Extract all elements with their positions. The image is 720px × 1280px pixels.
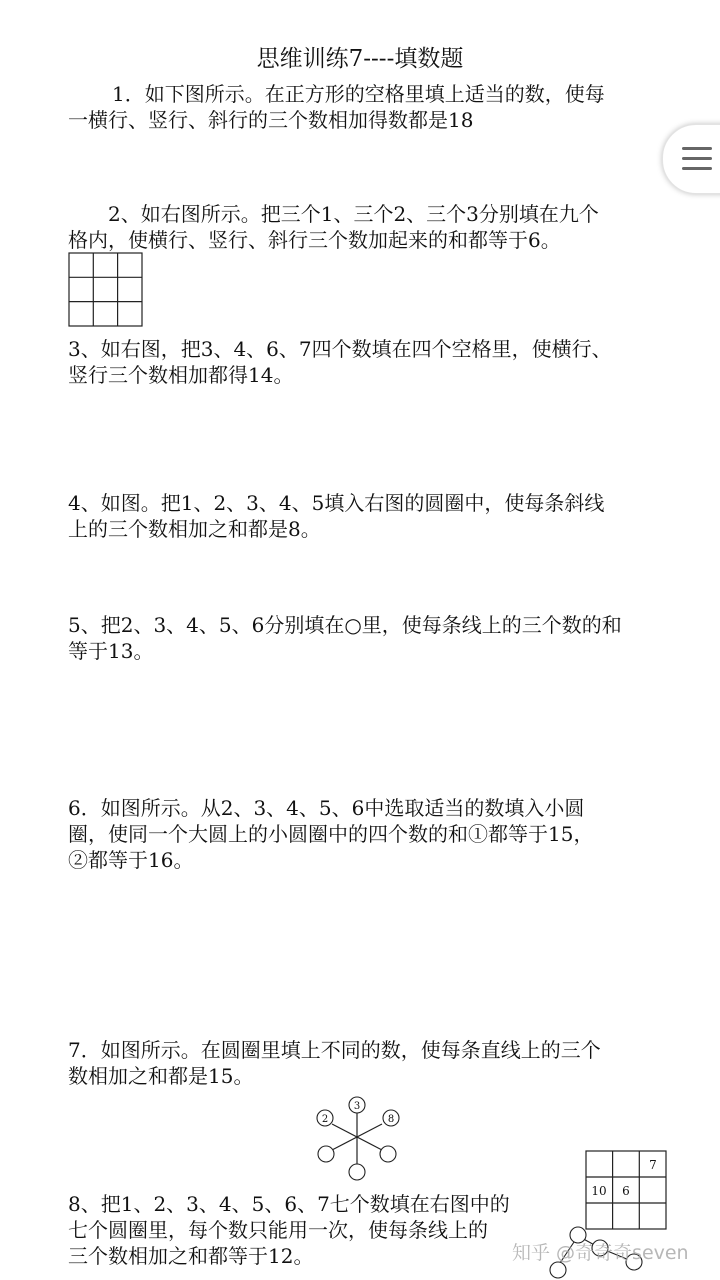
page-title: 思维训练7----填数题 xyxy=(256,46,464,72)
question-3-line-1: 3、如右图，把3、4、6、7四个数填在四个空格里，使横行、 xyxy=(68,337,612,361)
grid-3x3-figure xyxy=(68,252,144,328)
star-circle-label-3: 3 xyxy=(353,1101,361,1112)
question-1 xyxy=(68,81,658,133)
question-2-line-1: 2、如右图所示。把三个1、三个2、三个3分别填在九个 xyxy=(108,202,599,226)
question-8-line-2: 七个圆圈里，每个数只能用一次，使每条线上的 xyxy=(68,1218,488,1242)
star-circle-label-8: 8 xyxy=(387,1114,395,1125)
question-7 xyxy=(68,1037,658,1089)
question-5-line-1: 5、把2、3、4、5、6分别填在○里，使每条线上的三个数的和 xyxy=(68,613,622,637)
star-circle-lower-left xyxy=(318,1146,334,1162)
question-2-line-2: 格内，使横行、竖行、斜行三个数加起来的和都等于6。 xyxy=(68,228,561,252)
question-6 xyxy=(68,795,658,873)
grid-cell-7: 7 xyxy=(649,1158,657,1172)
question-4-line-1: 4、如图。把1、2、3、4、5填入右图的圆圈中，使每条斜线 xyxy=(68,491,605,515)
floating-menu-button[interactable] xyxy=(662,124,720,194)
question-3-line-2: 竖行三个数相加都得14。 xyxy=(68,363,294,387)
hamburger-menu-icon xyxy=(682,147,712,177)
question-4-line-2: 上的三个数相加之和都是8。 xyxy=(68,517,321,541)
star-circle-lower-right xyxy=(380,1146,396,1162)
watermark: 知乎 @奇奇奇seven xyxy=(512,1242,689,1264)
question-8-line-3: 三个数相加之和都等于12。 xyxy=(68,1244,314,1268)
question-1-line-1: 1．如下图所示。在正方形的空格里填上适当的数，使每 xyxy=(112,82,605,106)
question-6-line-1: 6．如图所示。从2、3、4、5、6中选取适当的数填入小圆 xyxy=(68,796,585,820)
question-8-line-1: 8、把1、2、3、4、5、6、7七个数填在右图中的 xyxy=(68,1192,510,1216)
question-6-line-2: 圈，使同一个大圆上的小圆圈中的四个数的和①都等于15， xyxy=(68,822,594,846)
question-5 xyxy=(68,612,658,664)
question-5-line-2: 等于13。 xyxy=(68,639,154,663)
question-1-line-2: 一横行、竖行、斜行的三个数相加得数都是18 xyxy=(68,108,474,132)
grid-cell-6: 6 xyxy=(622,1184,630,1198)
question-2 xyxy=(68,201,658,253)
question-4 xyxy=(68,490,658,542)
question-3 xyxy=(68,336,658,388)
star-lines-figure xyxy=(310,1094,410,1186)
question-7-line-1: 7．如图所示。在圆圈里填上不同的数，使每条直线上的三个 xyxy=(68,1038,601,1062)
question-6-line-3: ②都等于16。 xyxy=(68,848,194,872)
star-circle-bottom xyxy=(349,1164,365,1180)
question-7-line-2: 数相加之和都是15。 xyxy=(68,1064,254,1088)
grid-cell-10: 10 xyxy=(591,1184,607,1198)
star-circle-label-2: 2 xyxy=(321,1114,329,1125)
